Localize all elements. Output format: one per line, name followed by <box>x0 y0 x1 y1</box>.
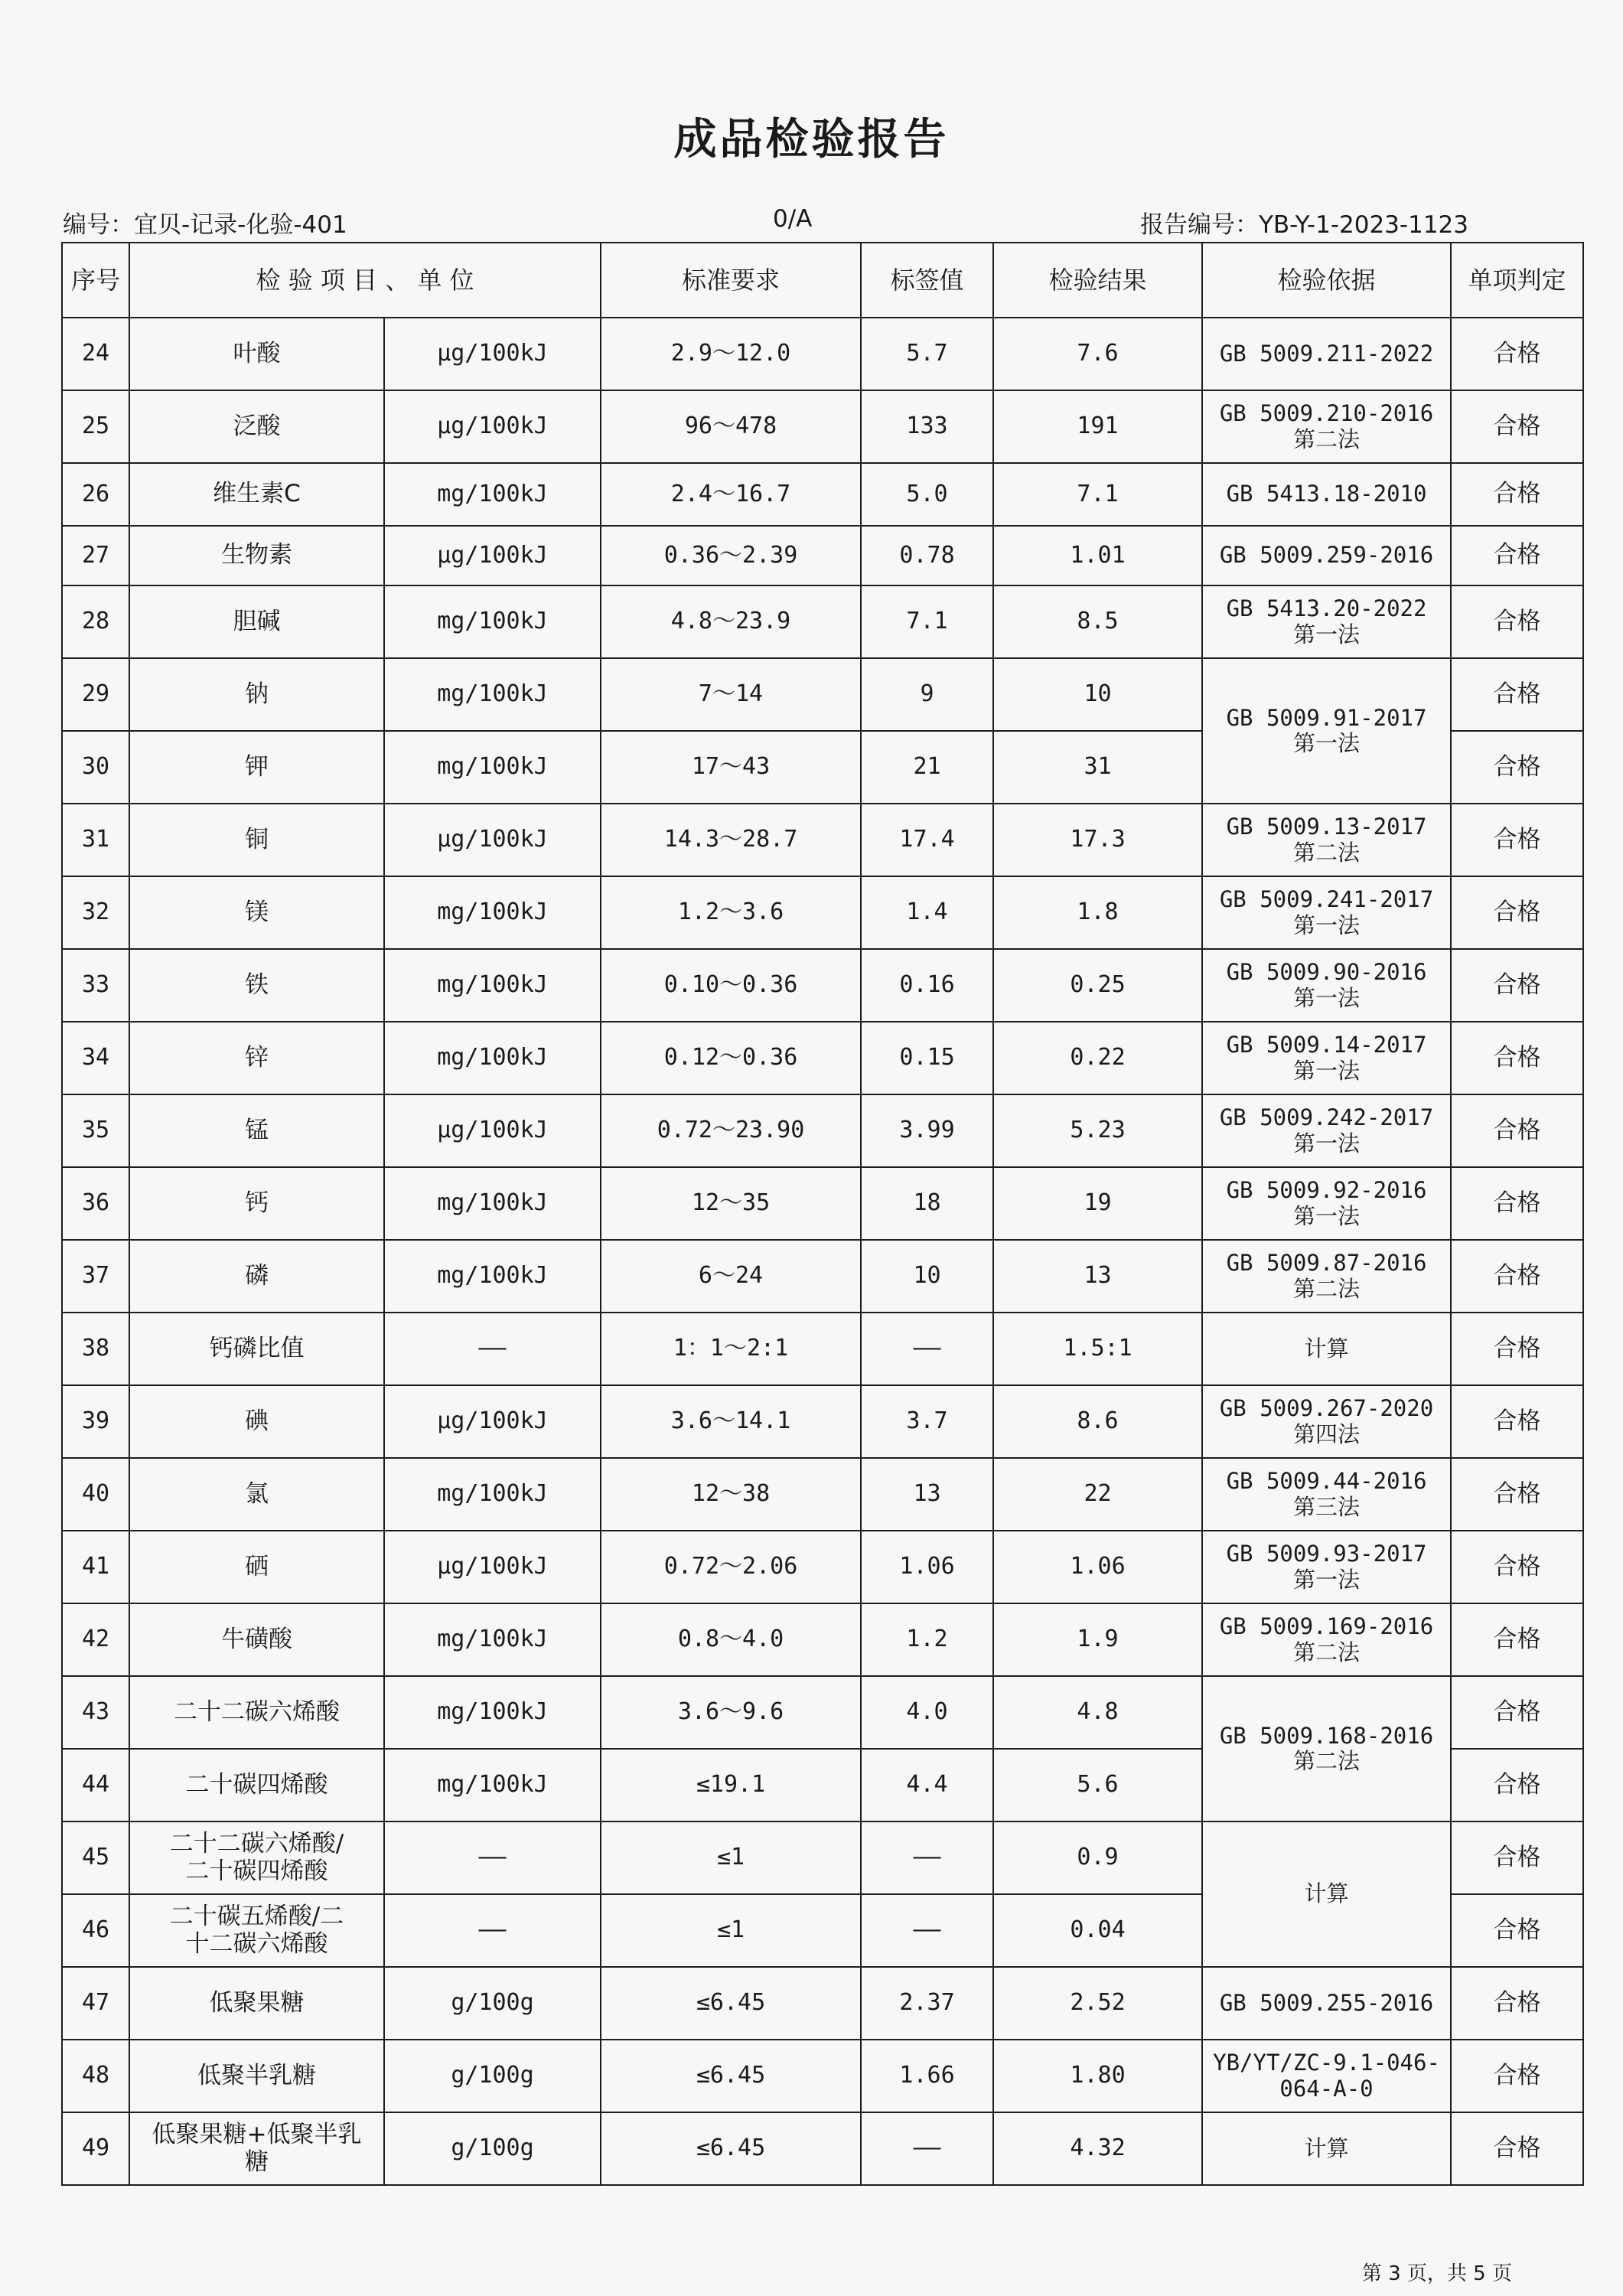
table-body <box>62 318 1583 2185</box>
cell-item: 二十碳四烯酸 <box>129 1749 384 1821</box>
table-row <box>62 1603 1583 1676</box>
cell-standard: 96～478 <box>601 390 861 463</box>
cell-unit: g/100g <box>384 2112 601 2185</box>
cell-no: 43 <box>62 1676 129 1749</box>
cell-unit: mg/100kJ <box>384 876 601 949</box>
cell-verdict: 合格 <box>1451 1240 1583 1313</box>
cell-result: 5.6 <box>993 1749 1202 1821</box>
cell-result: 13 <box>993 1240 1202 1313</box>
cell-label-value: —— <box>861 1894 993 1967</box>
cell-label-value: 1.06 <box>861 1531 993 1603</box>
table-row <box>62 390 1583 463</box>
header-item-unit: 检 验 项 目 、 单 位 <box>129 243 601 318</box>
cell-basis: GB 5413.18-2010 <box>1202 463 1451 526</box>
cell-label-value: —— <box>861 2112 993 2185</box>
header-label-value: 标签值 <box>861 243 993 318</box>
cell-label-value: 1.66 <box>861 2040 993 2112</box>
cell-verdict: 合格 <box>1451 1676 1583 1749</box>
header-basis: 检验依据 <box>1202 243 1451 318</box>
cell-unit: mg/100kJ <box>384 1240 601 1313</box>
cell-standard: 7～14 <box>601 658 861 731</box>
cell-result: 22 <box>993 1458 1202 1531</box>
cell-basis: YB/YT/ZC-9.1-046- 064-A-0 <box>1202 2040 1451 2112</box>
cell-result: 1.01 <box>993 526 1202 585</box>
cell-verdict: 合格 <box>1451 949 1583 1022</box>
cell-verdict: 合格 <box>1451 1821 1583 1894</box>
cell-no: 46 <box>62 1894 129 1967</box>
cell-item: 碘 <box>129 1385 384 1458</box>
cell-standard: 4.8～23.9 <box>601 585 861 658</box>
table-row <box>62 804 1583 876</box>
cell-standard: ≤1 <box>601 1894 861 1967</box>
cell-unit: mg/100kJ <box>384 731 601 804</box>
table-header-row <box>62 243 1583 318</box>
cell-label-value: 7.1 <box>861 585 993 658</box>
cell-no: 35 <box>62 1094 129 1167</box>
cell-item: 二十二碳六烯酸/ 二十碳四烯酸 <box>129 1821 384 1894</box>
cell-verdict: 合格 <box>1451 1385 1583 1458</box>
cell-standard: 14.3～28.7 <box>601 804 861 876</box>
cell-basis: GB 5009.14-2017 第一法 <box>1202 1022 1451 1094</box>
cell-label-value: 21 <box>861 731 993 804</box>
cell-verdict: 合格 <box>1451 731 1583 804</box>
cell-no: 29 <box>62 658 129 731</box>
cell-standard: 0.72～2.06 <box>601 1531 861 1603</box>
table-row <box>62 2040 1583 2112</box>
cell-no: 30 <box>62 731 129 804</box>
table-row <box>62 1240 1583 1313</box>
cell-basis: GB 5009.91-2017 第一法 <box>1202 658 1451 804</box>
cell-item: 低聚果糖 <box>129 1967 384 2040</box>
cell-standard: ≤6.45 <box>601 2112 861 2185</box>
cell-no: 27 <box>62 526 129 585</box>
record-number: 编号：宜贝-记录-化验-401 <box>63 211 347 239</box>
cell-no: 47 <box>62 1967 129 2040</box>
cell-result: 31 <box>993 731 1202 804</box>
table-row <box>62 1676 1583 1749</box>
table-row <box>62 1531 1583 1603</box>
cell-item: 牛磺酸 <box>129 1603 384 1676</box>
cell-standard: ≤19.1 <box>601 1749 861 1821</box>
cell-no: 31 <box>62 804 129 876</box>
cell-basis: GB 5009.168-2016 第二法 <box>1202 1676 1451 1821</box>
cell-item: 锰 <box>129 1094 384 1167</box>
cell-result: 17.3 <box>993 804 1202 876</box>
cell-basis: GB 5009.92-2016 第一法 <box>1202 1167 1451 1240</box>
cell-result: 1.80 <box>993 2040 1202 2112</box>
cell-unit: g/100g <box>384 1967 601 2040</box>
cell-standard: ≤6.45 <box>601 2040 861 2112</box>
cell-verdict: 合格 <box>1451 585 1583 658</box>
cell-basis: GB 5009.44-2016 第三法 <box>1202 1458 1451 1531</box>
table-row <box>62 1458 1583 1531</box>
cell-label-value: 5.0 <box>861 463 993 526</box>
table-row <box>62 526 1583 585</box>
cell-item: 钙磷比值 <box>129 1313 384 1385</box>
cell-basis: GB 5009.211-2022 <box>1202 318 1451 390</box>
cell-verdict: 合格 <box>1451 1458 1583 1531</box>
cell-standard: 12～35 <box>601 1167 861 1240</box>
cell-basis: 计算 <box>1202 2112 1451 2185</box>
table-row <box>62 1821 1583 1894</box>
cell-standard: 6～24 <box>601 1240 861 1313</box>
cell-label-value: —— <box>861 1313 993 1385</box>
cell-label-value: —— <box>861 1821 993 1894</box>
cell-standard: ≤6.45 <box>601 1967 861 2040</box>
cell-no: 44 <box>62 1749 129 1821</box>
cell-result: 8.6 <box>993 1385 1202 1458</box>
cell-unit: mg/100kJ <box>384 1458 601 1531</box>
cell-unit: μg/100kJ <box>384 1094 601 1167</box>
cell-standard: 2.4～16.7 <box>601 463 861 526</box>
cell-unit: —— <box>384 1821 601 1894</box>
cell-item: 镁 <box>129 876 384 949</box>
cell-no: 49 <box>62 2112 129 2185</box>
cell-no: 37 <box>62 1240 129 1313</box>
table-row <box>62 318 1583 390</box>
cell-result: 8.5 <box>993 585 1202 658</box>
cell-standard: 12～38 <box>601 1458 861 1531</box>
cell-unit: μg/100kJ <box>384 1385 601 1458</box>
cell-label-value: 4.0 <box>861 1676 993 1749</box>
cell-basis: GB 5009.255-2016 <box>1202 1967 1451 2040</box>
cell-verdict: 合格 <box>1451 1967 1583 2040</box>
cell-result: 2.52 <box>993 1967 1202 2040</box>
cell-label-value: 9 <box>861 658 993 731</box>
page-title: 成品检验报告 <box>673 115 950 165</box>
cell-unit: —— <box>384 1313 601 1385</box>
cell-result: 4.32 <box>993 2112 1202 2185</box>
cell-verdict: 合格 <box>1451 658 1583 731</box>
cell-basis: GB 5009.90-2016 第一法 <box>1202 949 1451 1022</box>
cell-verdict: 合格 <box>1451 1749 1583 1821</box>
cell-result: 7.6 <box>993 318 1202 390</box>
cell-standard: 0.10～0.36 <box>601 949 861 1022</box>
cell-label-value: 3.99 <box>861 1094 993 1167</box>
cell-label-value: 0.78 <box>861 526 993 585</box>
cell-verdict: 合格 <box>1451 1022 1583 1094</box>
cell-unit: g/100g <box>384 2040 601 2112</box>
cell-result: 5.23 <box>993 1094 1202 1167</box>
table-row <box>62 658 1583 731</box>
cell-standard: 0.72～23.90 <box>601 1094 861 1167</box>
cell-verdict: 合格 <box>1451 1313 1583 1385</box>
report-number: 报告编号：YB-Y-1-2023-1123 <box>1139 211 1468 239</box>
cell-verdict: 合格 <box>1451 318 1583 390</box>
cell-item: 二十二碳六烯酸 <box>129 1676 384 1749</box>
cell-unit: mg/100kJ <box>384 1676 601 1749</box>
cell-result: 0.22 <box>993 1022 1202 1094</box>
cell-no: 32 <box>62 876 129 949</box>
cell-unit: μg/100kJ <box>384 1531 601 1603</box>
cell-label-value: 10 <box>861 1240 993 1313</box>
cell-no: 34 <box>62 1022 129 1094</box>
cell-no: 45 <box>62 1821 129 1894</box>
cell-no: 36 <box>62 1167 129 1240</box>
cell-basis: GB 5009.267-2020 第四法 <box>1202 1385 1451 1458</box>
cell-label-value: 133 <box>861 390 993 463</box>
cell-label-value: 1.4 <box>861 876 993 949</box>
table-row <box>62 1967 1583 2040</box>
cell-no: 33 <box>62 949 129 1022</box>
cell-unit: μg/100kJ <box>384 804 601 876</box>
cell-label-value: 4.4 <box>861 1749 993 1821</box>
cell-verdict: 合格 <box>1451 1531 1583 1603</box>
cell-standard: 0.36～2.39 <box>601 526 861 585</box>
table-row <box>62 585 1583 658</box>
cell-item: 钠 <box>129 658 384 731</box>
cell-verdict: 合格 <box>1451 876 1583 949</box>
version-label: 0/A <box>773 205 813 233</box>
cell-label-value: 1.2 <box>861 1603 993 1676</box>
cell-result: 19 <box>993 1167 1202 1240</box>
cell-label-value: 3.7 <box>861 1385 993 1458</box>
table-row <box>62 949 1583 1022</box>
table-row <box>62 2112 1583 2185</box>
table-row <box>62 1385 1583 1458</box>
inspection-table <box>61 242 1584 2186</box>
cell-unit: mg/100kJ <box>384 1022 601 1094</box>
cell-standard: ≤1 <box>601 1821 861 1894</box>
cell-item: 低聚果糖+低聚半乳 糖 <box>129 2112 384 2185</box>
cell-verdict: 合格 <box>1451 390 1583 463</box>
cell-result: 0.04 <box>993 1894 1202 1967</box>
table-row <box>62 1094 1583 1167</box>
cell-basis: GB 5009.242-2017 第一法 <box>1202 1094 1451 1167</box>
cell-result: 1.8 <box>993 876 1202 949</box>
cell-item: 钾 <box>129 731 384 804</box>
cell-item: 胆碱 <box>129 585 384 658</box>
cell-unit: μg/100kJ <box>384 318 601 390</box>
cell-no: 41 <box>62 1531 129 1603</box>
cell-verdict: 合格 <box>1451 804 1583 876</box>
cell-verdict: 合格 <box>1451 1094 1583 1167</box>
cell-label-value: 13 <box>861 1458 993 1531</box>
cell-label-value: 0.16 <box>861 949 993 1022</box>
cell-no: 26 <box>62 463 129 526</box>
header-result: 检验结果 <box>993 243 1202 318</box>
cell-basis: GB 5009.169-2016 第二法 <box>1202 1603 1451 1676</box>
cell-result: 1.06 <box>993 1531 1202 1603</box>
cell-unit: —— <box>384 1894 601 1967</box>
cell-item: 铁 <box>129 949 384 1022</box>
table-row <box>62 463 1583 526</box>
cell-basis: GB 5009.210-2016 第二法 <box>1202 390 1451 463</box>
cell-basis: GB 5009.13-2017 第二法 <box>1202 804 1451 876</box>
cell-item: 锌 <box>129 1022 384 1094</box>
cell-result: 1.9 <box>993 1603 1202 1676</box>
cell-basis: 计算 <box>1202 1313 1451 1385</box>
header-standard: 标准要求 <box>601 243 861 318</box>
table-row <box>62 876 1583 949</box>
cell-verdict: 合格 <box>1451 2112 1583 2185</box>
cell-no: 28 <box>62 585 129 658</box>
cell-unit: mg/100kJ <box>384 949 601 1022</box>
cell-unit: mg/100kJ <box>384 463 601 526</box>
cell-label-value: 18 <box>861 1167 993 1240</box>
cell-basis: GB 5009.87-2016 第二法 <box>1202 1240 1451 1313</box>
cell-result: 1.5:1 <box>993 1313 1202 1385</box>
cell-result: 4.8 <box>993 1676 1202 1749</box>
cell-standard: 0.12～0.36 <box>601 1022 861 1094</box>
cell-no: 39 <box>62 1385 129 1458</box>
cell-no: 48 <box>62 2040 129 2112</box>
table-row <box>62 1313 1583 1385</box>
cell-item: 叶酸 <box>129 318 384 390</box>
cell-basis: 计算 <box>1202 1821 1451 1967</box>
cell-verdict: 合格 <box>1451 2040 1583 2112</box>
cell-no: 24 <box>62 318 129 390</box>
cell-basis: GB 5009.93-2017 第一法 <box>1202 1531 1451 1603</box>
cell-item: 氯 <box>129 1458 384 1531</box>
cell-result: 0.9 <box>993 1821 1202 1894</box>
cell-label-value: 2.37 <box>861 1967 993 2040</box>
cell-standard: 3.6～14.1 <box>601 1385 861 1458</box>
cell-unit: mg/100kJ <box>384 1749 601 1821</box>
cell-basis: GB 5009.259-2016 <box>1202 526 1451 585</box>
cell-item: 泛酸 <box>129 390 384 463</box>
table-row <box>62 1167 1583 1240</box>
cell-standard: 1：1～2:1 <box>601 1313 861 1385</box>
cell-item: 铜 <box>129 804 384 876</box>
cell-unit: μg/100kJ <box>384 526 601 585</box>
cell-verdict: 合格 <box>1451 1603 1583 1676</box>
cell-item: 维生素C <box>129 463 384 526</box>
cell-result: 191 <box>993 390 1202 463</box>
cell-unit: mg/100kJ <box>384 585 601 658</box>
cell-result: 10 <box>993 658 1202 731</box>
header-no: 序号 <box>62 243 129 318</box>
cell-verdict: 合格 <box>1451 463 1583 526</box>
cell-verdict: 合格 <box>1451 526 1583 585</box>
cell-item: 二十碳五烯酸/二 十二碳六烯酸 <box>129 1894 384 1967</box>
cell-result: 0.25 <box>993 949 1202 1022</box>
cell-verdict: 合格 <box>1451 1167 1583 1240</box>
page-footer: 第 3 页，共 5 页 <box>1361 2262 1512 2285</box>
cell-unit: mg/100kJ <box>384 1167 601 1240</box>
cell-item: 生物素 <box>129 526 384 585</box>
cell-unit: mg/100kJ <box>384 658 601 731</box>
cell-item: 低聚半乳糖 <box>129 2040 384 2112</box>
cell-verdict: 合格 <box>1451 1894 1583 1967</box>
cell-standard: 1.2～3.6 <box>601 876 861 949</box>
cell-result: 7.1 <box>993 463 1202 526</box>
cell-no: 38 <box>62 1313 129 1385</box>
cell-basis: GB 5413.20-2022 第一法 <box>1202 585 1451 658</box>
cell-no: 40 <box>62 1458 129 1531</box>
cell-label-value: 5.7 <box>861 318 993 390</box>
cell-label-value: 0.15 <box>861 1022 993 1094</box>
table-row <box>62 1022 1583 1094</box>
cell-unit: mg/100kJ <box>384 1603 601 1676</box>
cell-standard: 3.6～9.6 <box>601 1676 861 1749</box>
cell-unit: μg/100kJ <box>384 390 601 463</box>
cell-standard: 0.8～4.0 <box>601 1603 861 1676</box>
cell-item: 磷 <box>129 1240 384 1313</box>
cell-label-value: 17.4 <box>861 804 993 876</box>
header-verdict: 单项判定 <box>1451 243 1583 318</box>
cell-standard: 2.9～12.0 <box>601 318 861 390</box>
cell-item: 硒 <box>129 1531 384 1603</box>
cell-basis: GB 5009.241-2017 第一法 <box>1202 876 1451 949</box>
cell-no: 25 <box>62 390 129 463</box>
cell-no: 42 <box>62 1603 129 1676</box>
cell-item: 钙 <box>129 1167 384 1240</box>
cell-standard: 17～43 <box>601 731 861 804</box>
